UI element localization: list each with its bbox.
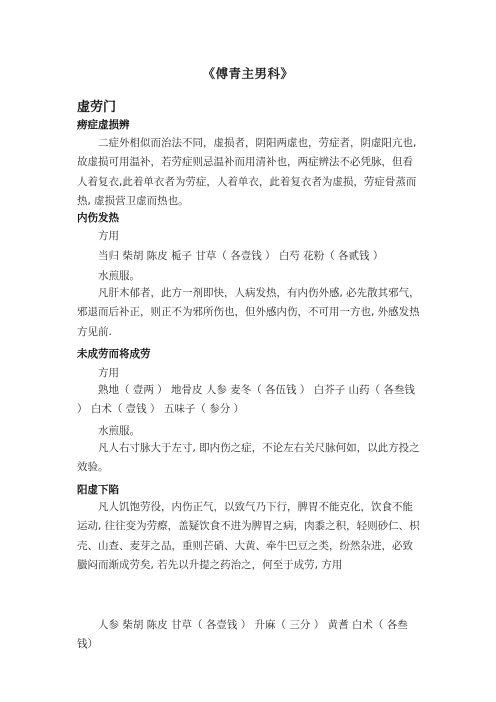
paragraph-yangxu: 凡人饥饱劳役，内伤正气，以致气乃下行，脾胃不能克化，饮食不能运动, 往往变为劳瘵，盖疑饮食不进为脾胃之病，肉黍之积，轻则砂仁、枳壳、山查、麦芽之品，重则芒硝、大黄、牵牛巴豆之类，纷然杂进，必致臌闷而渐成劳矣, 若先以升提之药治之，何至于成劳, 方用: [77, 501, 420, 572]
heading-neishang: 内伤发热: [77, 212, 119, 224]
heading-yangxu: 阳虚下陷: [77, 484, 119, 496]
prescription-2: 熟地（ 壹两 ） 地骨皮 人参 麦冬（ 各伍钱 ） 白芥子 山药（ 各叁钱 ） 白术（ 壹钱 ） 五味子（ 参分 ）: [77, 384, 415, 416]
document-title: 《傅青主男科》: [202, 66, 294, 81]
paragraph-neishang: 凡肝木郁者，此方一剂即快，人病发热，有内伤外感, 必先散其邪气，邪退而后补正，则正不为邪所伤也，但外感内伤，不可用一方也, 外感发热方见前.: [77, 287, 420, 338]
prescription-3: 人参 柴胡 陈皮 甘草（ 各壹钱 ） 升麻（ 三分 ） 黄耆 白术（ 各叁钱）: [77, 619, 408, 651]
paragraph-xusun: 二症外相似而治法不同，虚损者，阴阳两虚也，劳症者，阴虚阳亢也,故虚损可用温补，若劳症则忌温补而用清补也，两症辨法不必凭脉，但看人着复衣,此着单衣者为劳症，人着单衣，此着复衣者为虚损，劳症骨蒸而热, 虚损营卫虚而热也。: [77, 137, 417, 208]
decoction-note-2: 水煎服。: [98, 425, 140, 437]
prescription-1: 当归 柴胡 陈皮 栀子 甘草（ 各壹钱 ） 白芍 花粉（ 各贰钱 ）: [98, 250, 384, 262]
decoction-note-1: 水煎服。: [98, 270, 140, 282]
heading-weichenglao: 未成劳而将成劳: [77, 348, 151, 360]
heading-xusun: 痨症虚损辨: [77, 119, 130, 131]
fang-label-1: 方用: [98, 230, 119, 242]
paragraph-weichenglao: 凡人右寸脉大于左寸, 即内伤之症，不论左右关尺脉何如，以此方投之效验。: [77, 442, 420, 474]
fang-label-2: 方用: [98, 367, 119, 379]
section-title: 虚劳门: [77, 100, 117, 115]
